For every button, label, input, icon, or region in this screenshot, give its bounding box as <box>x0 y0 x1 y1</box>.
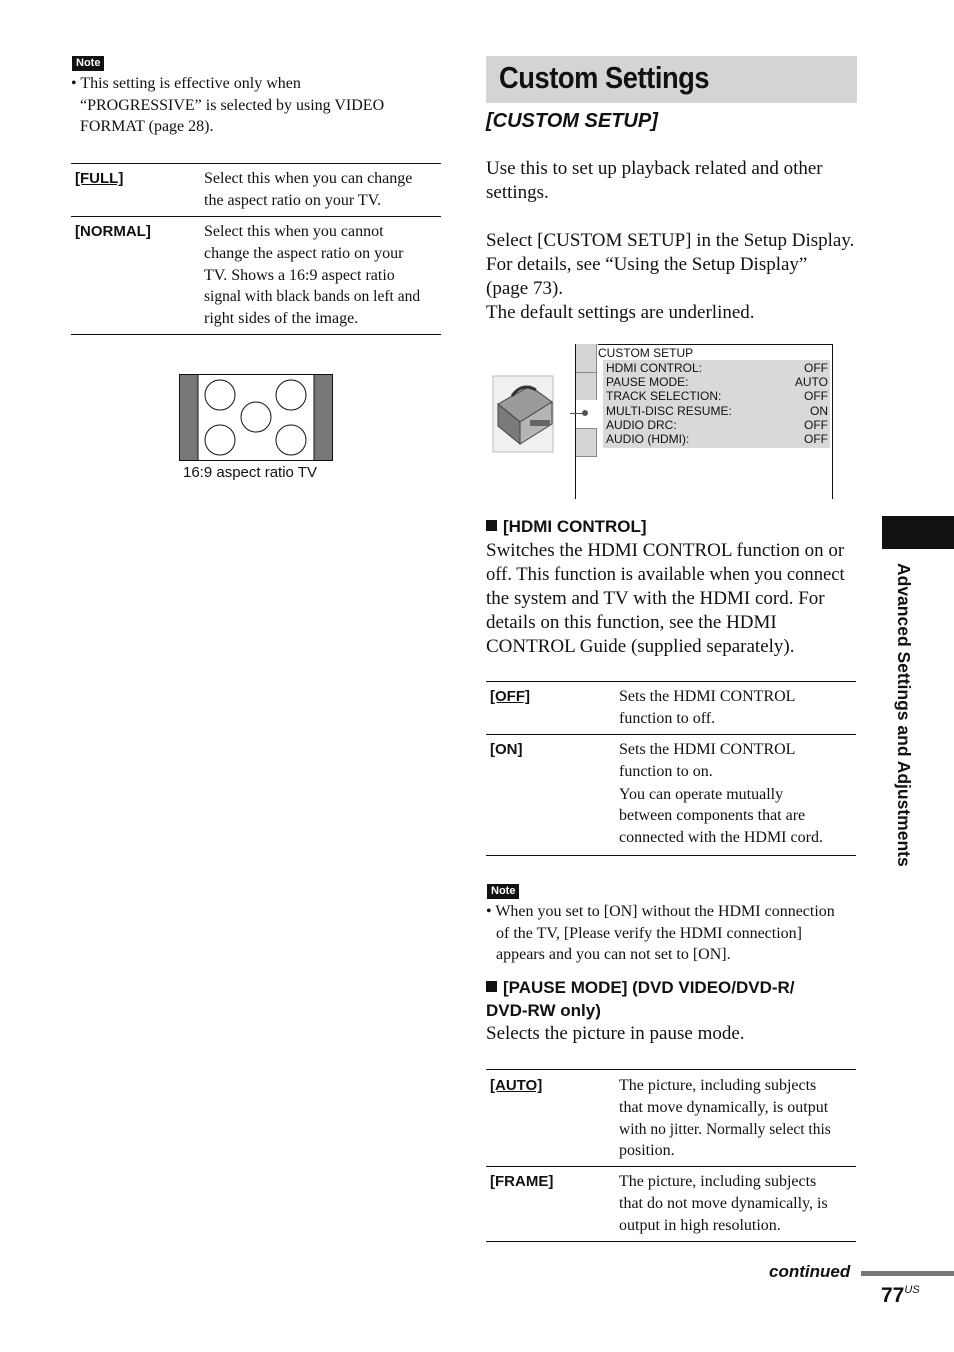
table-rule <box>71 216 441 217</box>
option-desc-full: Select this when you can change the aspect ratio on your TV. <box>204 170 413 209</box>
title-bar <box>486 56 857 103</box>
option-key-off: [OFF] <box>490 688 530 705</box>
option-desc-on: Sets the HDMI CONTROL function to on. You can operate mutually between components that are connected with the HDMI cord. <box>619 741 823 847</box>
menu-item-label: HDMI CONTROL: <box>606 361 702 375</box>
hdmi-control-heading: [HDMI CONTROL] <box>486 515 647 538</box>
option-key-auto: [AUTO] <box>490 1077 543 1094</box>
table-rule <box>71 163 441 164</box>
toolbox-icon <box>490 374 558 454</box>
menu-header: CUSTOM SETUP <box>598 346 694 360</box>
page-number: $77^{US}$ <box>881 1284 920 1307</box>
option-key-on: [ON] <box>490 741 523 758</box>
note-badge: Note <box>487 884 519 899</box>
menu-item-label: PAUSE MODE: <box>606 375 689 390</box>
table-rule <box>486 1069 856 1070</box>
option-key-normal: [NORMAL] <box>75 223 151 240</box>
continued-bar <box>861 1271 954 1276</box>
option-key-frame: [FRAME] <box>490 1173 554 1190</box>
menu-item-label: AUDIO DRC: <box>606 417 677 432</box>
option-desc-normal: Select this when you cannot change the aspect ratio on your TV. Shows a 16:9 aspect ratio signal with black bands on left and right sides of the image. <box>204 223 421 328</box>
option-desc-frame: The picture, including subjects that do not move dynamically, is output in high resolution. <box>619 1173 828 1234</box>
table-rule <box>486 734 856 735</box>
note-text: • This setting is effective only when “PROGRESSIVE” is selected by using VIDEO FORMAT (page 28). <box>71 75 385 135</box>
aspect-ratio-tv-illustration <box>179 374 333 462</box>
menu-item-label: MULTI-DISC RESUME: <box>606 403 732 418</box>
pause-mode-heading: [PAUSE MODE] (DVD VIDEO/DVD-R/ DVD-RW only) <box>486 978 795 1020</box>
side-tab-label: Advanced Settings and Adjustments <box>894 563 914 867</box>
menu-item-value: OFF <box>804 432 828 446</box>
continued-label: continued <box>769 1262 851 1281</box>
option-desc-auto: The picture, including subjects that move dynamically, is output with no jitter. Normally select this position. <box>619 1077 831 1160</box>
option-desc-off: Sets the HDMI CONTROL function to off. <box>619 688 796 727</box>
menu-item-label: AUDIO (HDMI): <box>606 432 690 446</box>
menu-item-value: AUTO <box>794 375 828 390</box>
page-title: Custom Settings <box>499 60 710 95</box>
pause-mode-text: Selects the picture in pause mode. <box>486 1023 745 1044</box>
side-tab-label-wrap <box>894 563 914 923</box>
menu-item-value: ON <box>810 403 828 418</box>
table-rule <box>486 681 856 682</box>
option-key-full: [FULL] <box>75 170 124 187</box>
table-rule <box>486 1241 856 1242</box>
menu-item-value: OFF <box>804 417 828 432</box>
menu-item-value: OFF <box>804 361 828 375</box>
table-rule <box>486 855 856 856</box>
select-instructions: Select [CUSTOM SETUP] in the Setup Display. For details, see “Using the Setup Display” (page 73). The default settings are underlined. <box>486 230 855 323</box>
intro-text: Use this to set up playback related and other settings. <box>486 158 823 203</box>
figure-caption: 16:9 aspect ratio TV <box>183 464 317 481</box>
section-tab <box>882 516 954 549</box>
hdmi-control-text: Switches the HDMI CONTROL function on or off. This function is available when you connect the system and TV with the HDMI cord. For details on this function, see the HDMI CONTROL Guide (supplied separately). <box>486 540 845 657</box>
hdmi-note-text: • When you set to [ON] without the HDMI connection of the TV, [Please verify the HDMI connection] appears and you can not set to [ON]. <box>486 903 835 963</box>
table-rule <box>486 1166 856 1167</box>
setup-display <box>490 344 835 499</box>
table-rule <box>71 334 441 335</box>
note-badge: Note <box>72 56 104 71</box>
section-subtitle: [CUSTOM SETUP] <box>486 110 658 132</box>
menu-item-value: OFF <box>804 389 828 404</box>
menu-item-label: TRACK SELECTION: <box>606 389 722 404</box>
